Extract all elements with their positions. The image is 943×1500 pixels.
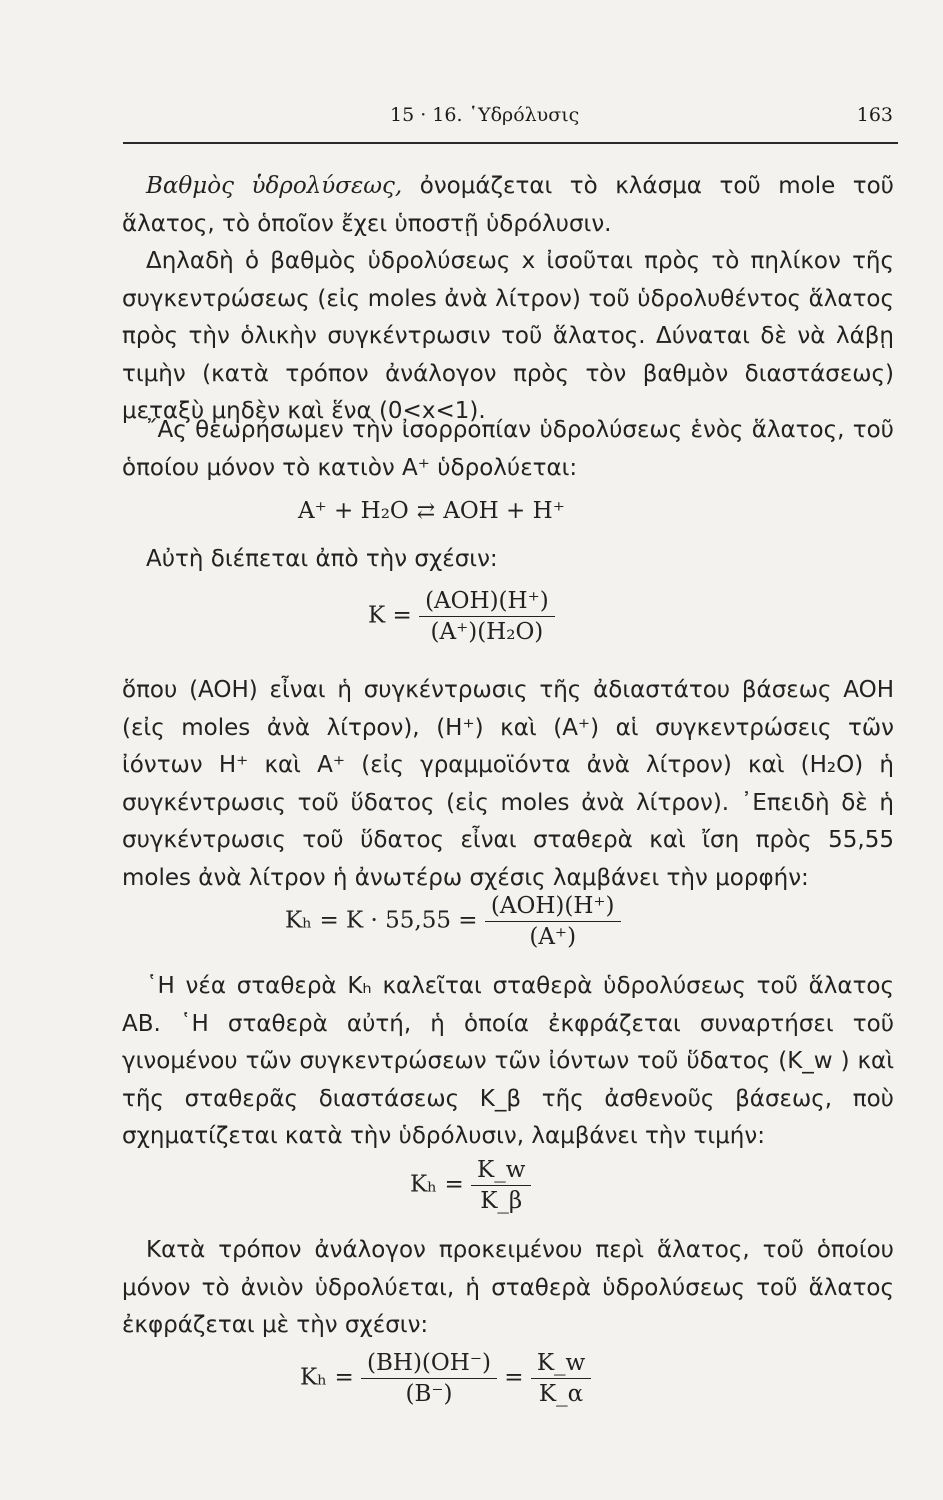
fraction-denominator: (A⁺)(H₂O) xyxy=(430,619,544,645)
equation-equilibrium-constant xyxy=(368,588,555,645)
fraction-denominator: (A⁺) xyxy=(529,924,577,950)
paragraph-anion xyxy=(122,1232,894,1345)
fraction-denominator: K_α xyxy=(538,1381,584,1407)
reaction-right: AOH + H⁺ xyxy=(443,498,565,524)
paragraph-equilibrium xyxy=(122,412,894,487)
fraction-second xyxy=(531,1350,591,1407)
paragraph-degree xyxy=(122,243,894,431)
fraction-numerator: K_w xyxy=(471,1157,531,1186)
fraction xyxy=(471,1157,531,1214)
fraction-numerator: (AOH)(H⁺) xyxy=(419,588,555,617)
paragraph-new-constant xyxy=(122,968,894,1156)
paragraph-anion-text: Κατὰ τρόπον ἀνάλογον προκειμένου περὶ ἅλατος, τοῦ ὁποίου μόνον τὸ ἀνιὸν ὑδρολύεται, ἡ σταθερὰ ὑδρολύσεως τοῦ ἅλατος ἐκφράζεται μὲ τὴν σχέσιν: xyxy=(122,1237,894,1338)
fraction-numerator: (AOH)(H⁺) xyxy=(485,893,621,922)
equation-lhs: Kₕ = K · 55,55 = xyxy=(285,907,478,934)
paragraph-relation-text: Αὐτὴ διέπεται ἀπὸ τὴν σχέσιν: xyxy=(146,546,498,572)
fraction xyxy=(419,588,555,645)
equation-lhs: Kₕ = xyxy=(410,1171,464,1198)
paragraph-new-constant-text: ῾Η νέα σταθερὰ Kₕ καλεῖται σταθερὰ ὑδρολύσεως τοῦ ἅλατος AB. ῾Η σταθερὰ αὐτή, ἡ ὁποία ἐκφράζεται συναρτήσει τοῦ γινομένου τῶν συγκεντρώσεων τῶν ἰόντων τοῦ ὕδατος (K_w ) καὶ τῆς σταθερᾶς διαστάσεως K_β τῆς ἀσθενοῦς βάσεως, ποὺ σχηματίζεται κατὰ τὴν ὑδρόλυσιν, λαμβάνει τὴν τιμήν: xyxy=(122,973,894,1149)
equation-kh-kw-kb xyxy=(410,1157,531,1214)
equals-sign: = xyxy=(504,1364,524,1391)
definition-text: ὀνομάζεται τὸ κλάσμα τοῦ mole τοῦ ἅλατος, τὸ ὁποῖον ἔχει ὑποστῇ ὑδρόλυσιν. xyxy=(122,173,894,237)
fraction-numerator: K_w xyxy=(531,1350,591,1379)
reaction-left: A⁺ + H₂O xyxy=(298,498,409,524)
paragraph-definition xyxy=(122,168,894,243)
equation-hydrolysis-reaction xyxy=(298,498,565,524)
fraction-first xyxy=(361,1350,497,1407)
equation-hydrolysis-constant xyxy=(285,893,621,950)
equilibrium-arrows-icon: ⇄ xyxy=(416,499,436,524)
page-header xyxy=(120,104,893,132)
equation-lhs: Kₕ = xyxy=(300,1364,354,1391)
paragraph-explanation xyxy=(122,672,894,897)
equation-lhs: K = xyxy=(368,602,412,629)
fraction-denominator: K_β xyxy=(480,1188,523,1214)
paragraph-explanation-text: ὅπου (AOH) εἶναι ἡ συγκέντρωσις τῆς ἀδιαστάτου βάσεως AOH (εἰς moles ἀνὰ λίτρον), (H⁺) καὶ (A⁺) αἱ συγκεντρώσεις τῶν ἰόντων H⁺ καὶ A⁺ (εἰς γραμμοϊόντα ἀνὰ λίτρον) καὶ (H₂O) ἡ συγκέντρωσις τοῦ ὕδατος (εἰς moles ἀνὰ λίτρον). ᾽Επειδὴ δὲ ἡ συγκέντρωσις τοῦ ὕδατος εἶναι σταθερὰ καὶ ἴση πρὸς 55,55 moles ἀνὰ λίτρον ἡ ἀνωτέρω σχέσις λαμβάνει τὴν μορφήν: xyxy=(122,677,894,891)
running-title: 15 · 16. ῾Υδρόλυσις xyxy=(390,104,580,126)
fraction-denominator: (B⁻) xyxy=(405,1381,453,1407)
paragraph-degree-text: Δηλαδὴ ὁ βαθμὸς ὑδρολύσεως x ἰσοῦται πρὸς τὸ πηλίκον τῆς συγκεντρώσεως (εἰς moles ἀνὰ λίτρον) τοῦ ὑδρολυθέντος ἅλατος πρὸς τὴν ὁλικὴν συγκέντρωσιν τοῦ ἅλατος. Δύναται δὲ νὰ λάβῃ τιμὴν (κατὰ τρόπον ἀνάλογον πρὸς τὸν βαθμὸν διαστάσεως) μεταξὺ μηδὲν καὶ ἕνα (0<x<1). xyxy=(122,248,894,424)
paragraph-relation xyxy=(122,541,894,579)
fraction xyxy=(485,893,621,950)
defined-term: Βαθμὸς ὑδρολύσεως, xyxy=(146,173,403,199)
header-rule xyxy=(123,142,898,144)
fraction-numerator: (BH)(OH⁻) xyxy=(361,1350,497,1379)
equation-anion-hydrolysis xyxy=(300,1350,591,1407)
paragraph-equilibrium-text: ῎Ας θεωρήσωμεν τὴν ἰσορροπίαν ὑδρολύσεως ἑνὸς ἅλατος, τοῦ ὁποίου μόνον τὸ κατιὸν A⁺ ὑδρολύεται: xyxy=(122,417,894,481)
page-number: 163 xyxy=(856,104,893,126)
